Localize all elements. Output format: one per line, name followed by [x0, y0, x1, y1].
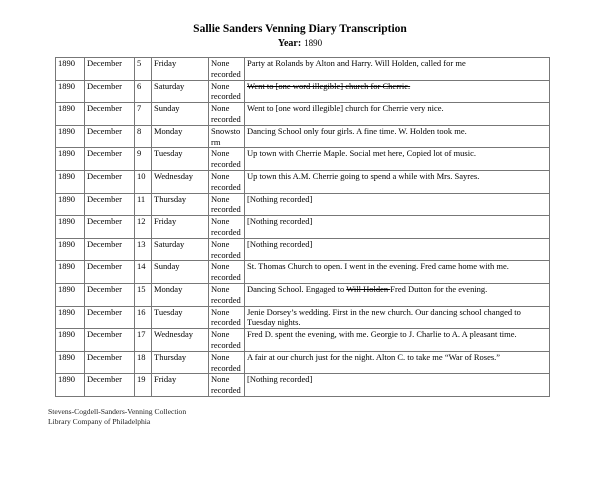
cell-entry: [245, 261, 550, 284]
entry-text: Party at Rolands by Alton and Harry. Will Holden, called for me: [247, 58, 466, 68]
entry-text: Went to [one word illegible] church for Cherrie very nice.: [247, 103, 444, 114]
year-value: 1890: [304, 38, 323, 48]
cell-day: 17: [135, 329, 152, 352]
cell-day: 10: [135, 170, 152, 193]
entry-text: Up town with Cherrie Maple. Social met here, Copied lot of music.: [247, 148, 476, 159]
cell-weekday: Wednesday: [152, 329, 209, 352]
cell-year: 1890: [56, 283, 85, 306]
table-row: [56, 125, 550, 148]
cell-weather: None recorded: [209, 170, 245, 193]
cell-year: 1890: [56, 216, 85, 239]
entry-text: [Nothing recorded]: [247, 374, 313, 385]
cell-entry: [245, 374, 550, 397]
entry-text: St. Thomas Church to open. I went in the evening. Fred came home with me.: [247, 261, 509, 272]
cell-month: December: [85, 103, 135, 126]
cell-weekday: Saturday: [152, 80, 209, 103]
cell-weather: None recorded: [209, 80, 245, 103]
entry-text: [Nothing recorded]: [247, 193, 313, 204]
cell-day: 14: [135, 261, 152, 284]
page-title: Sallie Sanders Venning Diary Transcription: [193, 23, 407, 35]
cell-month: December: [85, 329, 135, 352]
entry-text: Fred Dutton for the evening.: [390, 283, 488, 294]
cell-entry: [245, 170, 550, 193]
cell-entry: [245, 306, 550, 329]
entry-struck-text: Went to [one word illegible] church for Cherrie.: [247, 80, 411, 91]
cell-year: 1890: [56, 238, 85, 261]
collection-name: Stevens-Cogdell-Sanders-Venning Collection: [48, 406, 187, 416]
cell-entry: [245, 125, 550, 148]
cell-weekday: Sunday: [152, 103, 209, 126]
cell-entry: [245, 80, 550, 103]
cell-day: 19: [135, 374, 152, 397]
cell-weather: None recorded: [209, 58, 245, 81]
table-row: [56, 238, 550, 261]
cell-month: December: [85, 351, 135, 374]
cell-day: 15: [135, 283, 152, 306]
entry-struck-text: Will Holden: [346, 283, 391, 294]
cell-weather: None recorded: [209, 283, 245, 306]
cell-entry: [245, 103, 550, 126]
cell-weekday: Sunday: [152, 261, 209, 284]
cell-day: 13: [135, 238, 152, 261]
cell-weather: None recorded: [209, 148, 245, 171]
cell-entry: [245, 283, 550, 306]
cell-weather: None recorded: [209, 103, 245, 126]
cell-month: December: [85, 306, 135, 329]
entry-text: Fred D. spent the evening, with me. Georgie to J. Charlie to A. A pleasant time.: [247, 329, 517, 340]
cell-entry: [245, 148, 550, 171]
cell-weather: None recorded: [209, 193, 245, 216]
cell-weather: None recorded: [209, 306, 245, 329]
cell-month: December: [85, 216, 135, 239]
cell-year: 1890: [56, 103, 85, 126]
cell-month: December: [85, 238, 135, 261]
table-row: [56, 80, 550, 103]
table-row: [56, 103, 550, 126]
cell-weekday: Saturday: [152, 238, 209, 261]
cell-weather: None recorded: [209, 374, 245, 397]
cell-weather: Snowstorm: [209, 125, 245, 148]
entry-text: Dancing School only four girls. A fine time. W. Holden took me.: [247, 125, 467, 136]
cell-year: 1890: [56, 329, 85, 352]
cell-entry: [245, 193, 550, 216]
cell-year: 1890: [56, 125, 85, 148]
cell-month: December: [85, 261, 135, 284]
entry-text: Up town this A.M. Cherrie going to spend a while with Mrs. Sayres.: [247, 170, 480, 181]
cell-month: December: [85, 193, 135, 216]
cell-weekday: Monday: [152, 283, 209, 306]
table-row: [56, 283, 550, 306]
cell-weather: None recorded: [209, 261, 245, 284]
cell-weekday: Friday: [152, 58, 209, 81]
table-row: [56, 193, 550, 216]
cell-month: December: [85, 170, 135, 193]
entry-text: [Nothing recorded]: [247, 238, 313, 249]
cell-year: 1890: [56, 58, 85, 81]
cell-entry: [245, 329, 550, 352]
cell-month: December: [85, 148, 135, 171]
cell-weekday: Thursday: [152, 193, 209, 216]
table-row: [56, 351, 550, 374]
diary-transcription-table: [55, 57, 550, 397]
cell-entry: [245, 58, 550, 81]
cell-weekday: Wednesday: [152, 170, 209, 193]
table-row: [56, 329, 550, 352]
entry-text: A fair at our church just for the night. Alton C. to take me “War of Roses.”: [247, 351, 501, 362]
cell-day: 12: [135, 216, 152, 239]
cell-year: 1890: [56, 170, 85, 193]
cell-weather: None recorded: [209, 351, 245, 374]
table-row: [56, 261, 550, 284]
cell-day: 6: [135, 80, 152, 103]
cell-entry: [245, 216, 550, 239]
cell-day: 8: [135, 125, 152, 148]
cell-day: 11: [135, 193, 152, 216]
cell-weather: None recorded: [209, 216, 245, 239]
cell-weekday: Monday: [152, 125, 209, 148]
cell-weekday: Friday: [152, 216, 209, 239]
institution-name: Library Company of Philadelphia: [48, 416, 151, 426]
cell-weather: None recorded: [209, 238, 245, 261]
year-label: Year:: [277, 38, 302, 49]
cell-month: December: [85, 58, 135, 81]
cell-year: 1890: [56, 374, 85, 397]
cell-day: 5: [135, 58, 152, 81]
cell-weekday: Thursday: [152, 351, 209, 374]
entry-text: Dancing School. Engaged to: [247, 283, 347, 294]
table-row: [56, 374, 550, 397]
cell-weekday: Friday: [152, 374, 209, 397]
cell-month: December: [85, 283, 135, 306]
cell-weekday: Tuesday: [152, 148, 209, 171]
cell-month: December: [85, 125, 135, 148]
cell-year: 1890: [56, 193, 85, 216]
cell-month: December: [85, 80, 135, 103]
table-row: [56, 148, 550, 171]
entry-text: Jenie Dorsey’s wedding. First in the new church. Our dancing school changed to Tuesday nights.: [247, 306, 521, 328]
cell-year: 1890: [56, 306, 85, 329]
cell-month: December: [85, 374, 135, 397]
cell-entry: [245, 238, 550, 261]
cell-day: 9: [135, 148, 152, 171]
table-row: [56, 58, 550, 81]
cell-day: 16: [135, 306, 152, 329]
cell-year: 1890: [56, 148, 85, 171]
table-row: [56, 216, 550, 239]
footer: [48, 407, 600, 426]
cell-day: 7: [135, 103, 152, 126]
cell-day: 18: [135, 351, 152, 374]
table-row: [56, 170, 550, 193]
cell-weekday: Tuesday: [152, 306, 209, 329]
cell-year: 1890: [56, 261, 85, 284]
cell-year: 1890: [56, 351, 85, 374]
cell-year: 1890: [56, 80, 85, 103]
cell-weather: None recorded: [209, 329, 245, 352]
table-row: [56, 306, 550, 329]
year-line: [0, 37, 600, 50]
entry-text: [Nothing recorded]: [247, 216, 313, 227]
cell-entry: [245, 351, 550, 374]
